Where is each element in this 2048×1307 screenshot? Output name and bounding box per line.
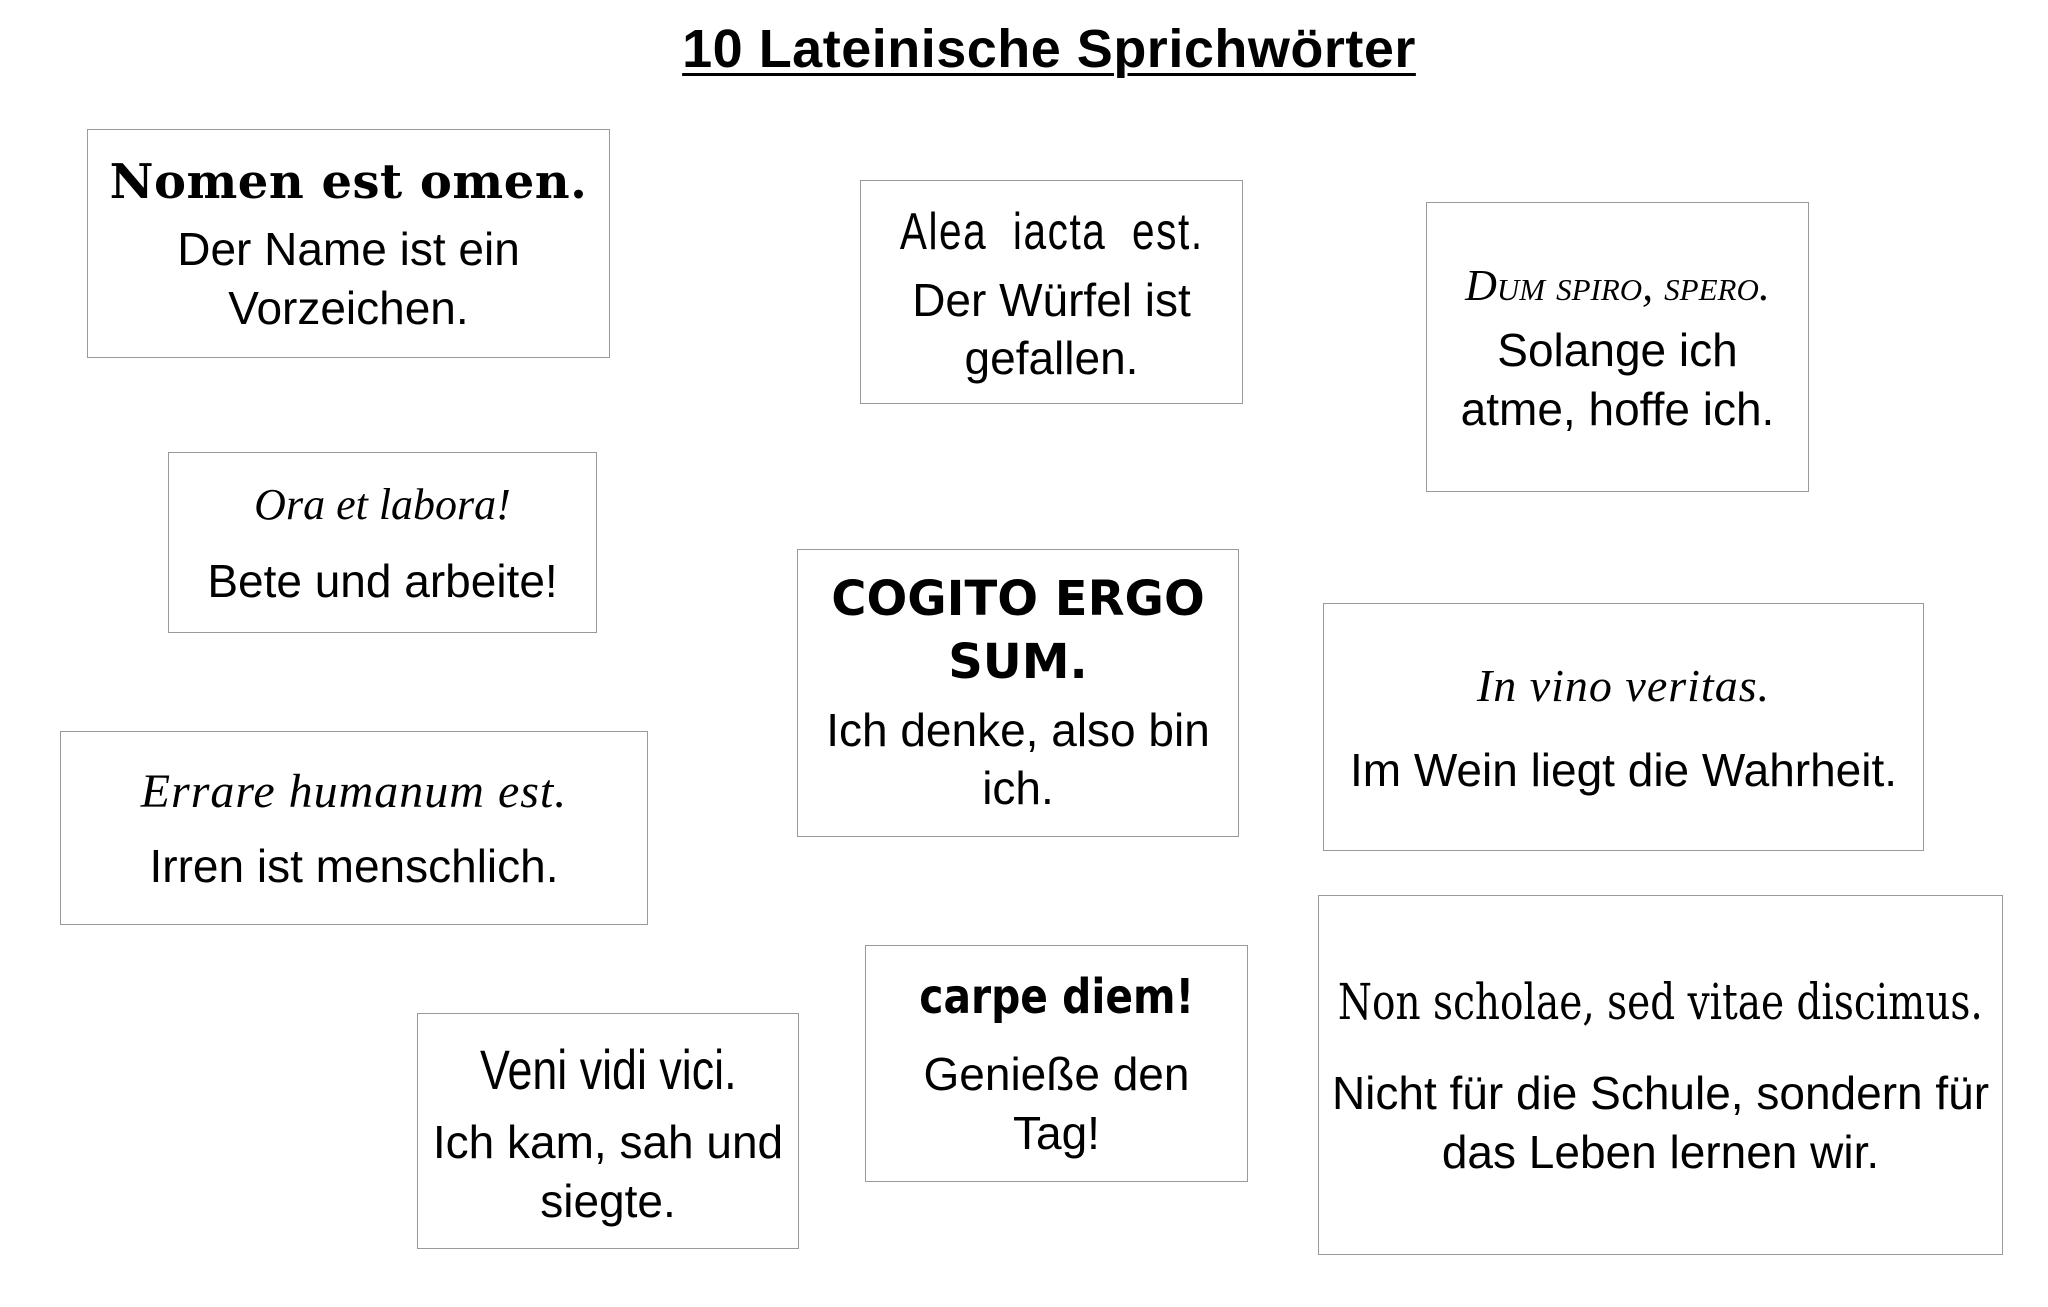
german-translation: Solange ich atme, hoffe ich. [1460,324,1775,435]
proverb-card-ora-et-labora [168,452,597,633]
proverb-card-cogito-ergo-sum [797,549,1239,837]
latin-proverb: Non scholae, sed vitae discimus. [1338,972,1983,1031]
german-translation: Bete und arbeite! [207,554,558,607]
german-translation: Nicht für die Schule, sondern für das Leben lernen wir. [1331,1067,1990,1178]
latin-proverb: Errare humanum est. [140,765,568,819]
german-translation: Ich denke, also bin ich. [826,703,1210,815]
latin-proverb: Ora et labora! [254,479,511,529]
proverb-card-alea-iacta-est [860,180,1243,404]
german-translation: Genieße den Tag! [923,1048,1190,1159]
german-translation: Irren ist menschlich. [149,840,559,893]
latin-proverb: Veni vidi vici. [479,1037,737,1101]
proverb-card-nomen-est-omen [87,129,610,358]
latin-proverb: Alea iacta est. [899,202,1204,261]
latin-proverb: COGITO ERGO SUM. [831,571,1205,690]
german-translation: Der Würfel ist gefallen. [912,273,1191,385]
latin-proverb: carpe diem! [919,968,1194,1025]
latin-proverb: Nomen est omen. [109,153,588,210]
proverb-card-non-scholae-sed-vitae [1318,895,2003,1255]
latin-proverb: In vino veritas. [1476,659,1771,711]
latin-proverb: Dum spiro, spero. [1465,260,1770,310]
proverb-card-veni-vidi-vici [417,1013,799,1249]
proverb-card-carpe-diem [865,945,1248,1182]
german-translation: Im Wein liegt die Wahrheit. [1349,743,1898,796]
german-translation: Ich kam, sah und siegte. [432,1116,784,1227]
proverb-card-dum-spiro-spero [1426,202,1809,492]
page-title: 10 Lateinische Sprichwörter [682,19,1416,79]
german-translation: Der Name ist ein Vorzeichen. [177,223,520,334]
proverb-card-errare-humanum-est [60,731,648,925]
proverb-card-in-vino-veritas [1323,603,1924,851]
